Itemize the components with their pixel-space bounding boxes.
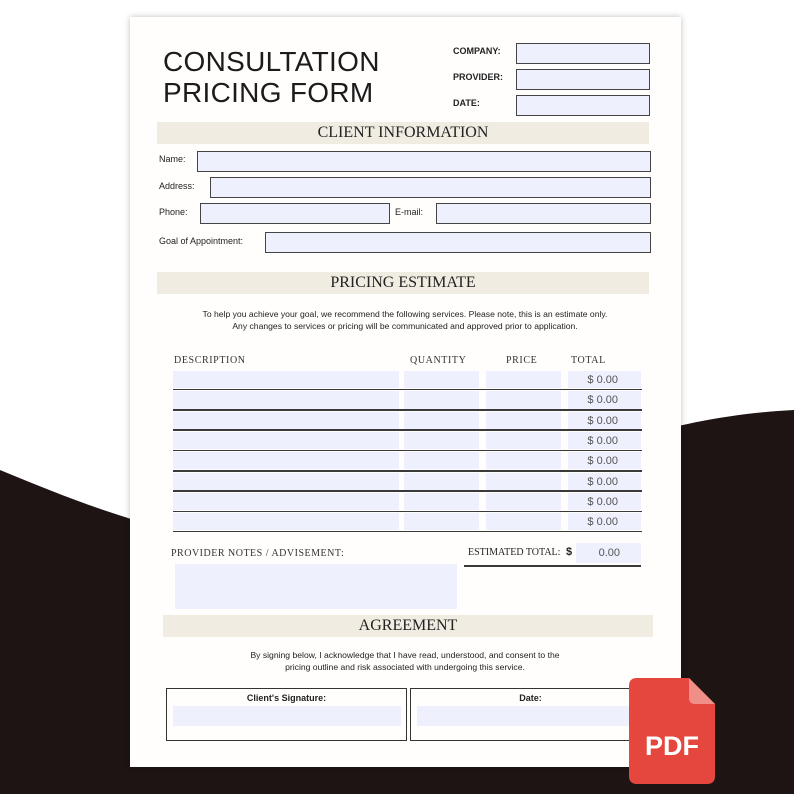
estimated-total-value: 0.00: [598, 547, 620, 559]
price-cell[interactable]: [486, 391, 561, 408]
table-row-divider: [173, 389, 642, 391]
price-cell[interactable]: [486, 452, 561, 469]
agreement-text-line-1: By signing below, I acknowledge that I have read, understood, and consent to the: [250, 650, 560, 660]
client-signature-box: [166, 688, 407, 741]
description-cell[interactable]: [173, 371, 399, 388]
quantity-cell[interactable]: [404, 371, 479, 388]
date-field[interactable]: [516, 95, 650, 116]
row-total-value: $ 0.00: [587, 394, 618, 407]
quantity-cell[interactable]: [404, 452, 479, 469]
form-title: [163, 46, 380, 108]
client-information-heading: CLIENT INFORMATION: [157, 122, 649, 144]
row-total-value: $ 0.00: [587, 414, 618, 427]
company-label: COMPANY:: [453, 46, 501, 56]
title-line-2: PRICING FORM: [163, 77, 374, 108]
signature-date-label: Date:: [519, 693, 542, 703]
date-label: DATE:: [453, 98, 480, 108]
pdf-file-icon: [629, 678, 715, 784]
price-cell[interactable]: [486, 493, 561, 510]
pricing-note-line-1: To help you achieve your goal, we recommend the following services. Please note, this is an estimate only.: [202, 309, 608, 319]
estimated-total-underline: [464, 565, 641, 567]
column-header-total: TOTAL: [571, 355, 606, 366]
row-total-value: $ 0.00: [587, 495, 618, 508]
table-row-divider: [173, 429, 642, 431]
provider-field[interactable]: [516, 69, 650, 90]
row-total-value: $ 0.00: [587, 516, 618, 529]
currency-symbol: $: [566, 546, 573, 558]
price-cell[interactable]: [486, 473, 561, 490]
email-label: E-mail:: [395, 207, 424, 217]
price-cell[interactable]: [486, 432, 561, 449]
pricing-estimate-heading: PRICING ESTIMATE: [157, 272, 649, 294]
pdf-label: PDF: [645, 731, 699, 761]
agreement-heading: AGREEMENT: [163, 615, 653, 637]
table-row-divider: [173, 511, 642, 513]
description-cell[interactable]: [173, 473, 399, 490]
table-row-divider: [173, 470, 642, 472]
description-cell[interactable]: [173, 432, 399, 449]
price-cell[interactable]: [486, 412, 561, 429]
description-cell[interactable]: [173, 452, 399, 469]
provider-notes-label: PROVIDER NOTES / ADVISEMENT:: [171, 548, 345, 559]
address-field[interactable]: [210, 177, 651, 198]
column-header-price: PRICE: [506, 355, 538, 366]
name-field[interactable]: [197, 151, 651, 172]
quantity-cell[interactable]: [404, 473, 479, 490]
agreement-text-line-2: pricing outline and risk associated with undergoing this service.: [285, 662, 525, 672]
price-cell[interactable]: [486, 371, 561, 388]
client-signature-field[interactable]: [173, 706, 401, 726]
price-cell[interactable]: [486, 513, 561, 530]
quantity-cell[interactable]: [404, 432, 479, 449]
table-row-divider: [173, 490, 642, 492]
title-line-1: CONSULTATION: [163, 46, 380, 77]
provider-notes-field[interactable]: [175, 564, 457, 609]
email-field[interactable]: [436, 203, 651, 224]
estimated-total-label: ESTIMATED TOTAL:: [468, 547, 561, 558]
table-row-divider: [173, 450, 642, 452]
signature-date-box: [410, 688, 651, 741]
phone-field[interactable]: [200, 203, 390, 224]
signature-date-field[interactable]: [417, 706, 645, 726]
client-signature-label: Client's Signature:: [246, 693, 327, 703]
agreement-text: [190, 649, 620, 673]
address-label: Address:: [159, 181, 195, 191]
description-cell[interactable]: [173, 412, 399, 429]
quantity-cell[interactable]: [404, 513, 479, 530]
pricing-note: [150, 308, 660, 332]
row-total-value: $ 0.00: [587, 374, 618, 386]
phone-label: Phone:: [159, 207, 188, 217]
table-row-divider: [173, 409, 642, 411]
row-total-value: $ 0.00: [587, 434, 618, 447]
form-page: [130, 17, 681, 767]
description-cell[interactable]: [173, 493, 399, 510]
goal-label: Goal of Appointment:: [159, 236, 244, 246]
quantity-cell[interactable]: [404, 412, 479, 429]
row-total-value: $ 0.00: [587, 455, 618, 468]
column-header-quantity: QUANTITY: [410, 355, 467, 366]
row-total-value: $ 0.00: [587, 475, 618, 488]
column-header-description: DESCRIPTION: [174, 355, 246, 366]
description-cell[interactable]: [173, 391, 399, 408]
name-label: Name:: [159, 154, 186, 164]
quantity-cell[interactable]: [404, 391, 479, 408]
company-field[interactable]: [516, 43, 650, 64]
table-row-divider: [173, 531, 642, 533]
quantity-cell[interactable]: [404, 493, 479, 510]
goal-field[interactable]: [265, 232, 651, 253]
description-cell[interactable]: [173, 513, 399, 530]
pricing-note-line-2: Any changes to services or pricing will be communicated and approved prior to application.: [232, 321, 578, 331]
provider-label: PROVIDER:: [453, 72, 504, 82]
